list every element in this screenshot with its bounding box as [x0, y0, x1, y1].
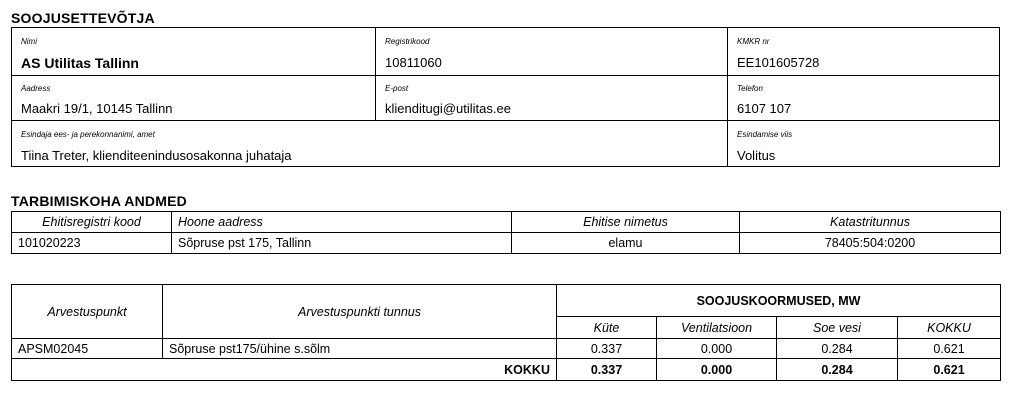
site-header-address: Hoone aadress [172, 212, 512, 233]
regcode-value: 10811060 [385, 55, 442, 70]
loads-heating-value: 0.337 [557, 339, 657, 359]
representative-label: Esindaja ees- ja perekonnanimi, amet [21, 130, 155, 139]
loads-header-total: KOKKU [898, 317, 1001, 339]
site-header-cadastre: Katastritunnus [740, 212, 1001, 233]
site-address: Sõpruse pst 175, Tallinn [172, 233, 512, 254]
site-cadastre: 78405:504:0200 [740, 233, 1001, 254]
supplier-info-box [11, 27, 1000, 167]
loads-total-heating: 0.337 [557, 359, 657, 381]
loads-header-id: Arvestuspunkti tunnus [163, 285, 557, 339]
loads-header-heating: Küte [557, 317, 657, 339]
site-table [11, 211, 1001, 254]
representation-type-label: Esindamise viis [737, 130, 793, 139]
loads-total-row [12, 359, 1001, 381]
company-name: AS Utilitas Tallinn [21, 55, 139, 71]
loads-header-row [12, 285, 1001, 317]
loads-point: APSM02045 [12, 339, 163, 359]
representation-type-value: Volitus [737, 148, 776, 163]
phone-value: 6107 107 [737, 101, 792, 116]
table-row [12, 339, 1001, 359]
regcode-label: Registrikood [385, 37, 430, 46]
loads-total-value: 0.621 [898, 339, 1001, 359]
site-building-name: elamu [512, 233, 740, 254]
loads-total-label: KOKKU [12, 359, 557, 381]
loads-total-hot-water: 0.284 [777, 359, 898, 381]
loads-hot-water-value: 0.284 [777, 339, 898, 359]
kmkr-value: EE101605728 [737, 55, 820, 70]
loads-total-ventilation: 0.000 [657, 359, 777, 381]
email-value: klienditugi@utilitas.ee [385, 101, 511, 116]
loads-header-group: SOOJUSKOORMUSED, MW [557, 285, 1001, 317]
loads-total-sum: 0.621 [898, 359, 1001, 381]
loads-table [11, 284, 1001, 381]
phone-label: Telefon [737, 84, 763, 93]
loads-header-hot-water: Soe vesi [777, 317, 898, 339]
address-value: Maakri 19/1, 10145 Tallinn [21, 101, 173, 116]
site-building-code: 101020223 [12, 233, 172, 254]
loads-ventilation-value: 0.000 [657, 339, 777, 359]
loads-header-point: Arvestuspunkt [12, 285, 163, 339]
name-label: Nimi [21, 37, 37, 46]
site-table-header-row [12, 212, 1001, 233]
representative-value: Tiina Treter, klienditeenindusosakonna juhataja [21, 148, 292, 163]
site-header-building-name: Ehitise nimetus [512, 212, 740, 233]
kmkr-label: KMKR nr [737, 37, 770, 46]
supplier-section-title: SOOJUSETTEVÕTJA [11, 10, 155, 26]
loads-id: Sõpruse pst175/ühine s.sõlm [163, 339, 557, 359]
divider [375, 28, 376, 120]
divider [727, 28, 728, 166]
loads-header-ventilation: Ventilatsioon [657, 317, 777, 339]
address-label: Aadress [21, 84, 51, 93]
divider [12, 75, 999, 76]
site-header-building-code: Ehitisregistri kood [12, 212, 172, 233]
divider [12, 120, 999, 121]
site-section-title: TARBIMISKOHA ANDMED [11, 193, 187, 209]
email-label: E-post [385, 84, 409, 93]
table-row [12, 233, 1001, 254]
